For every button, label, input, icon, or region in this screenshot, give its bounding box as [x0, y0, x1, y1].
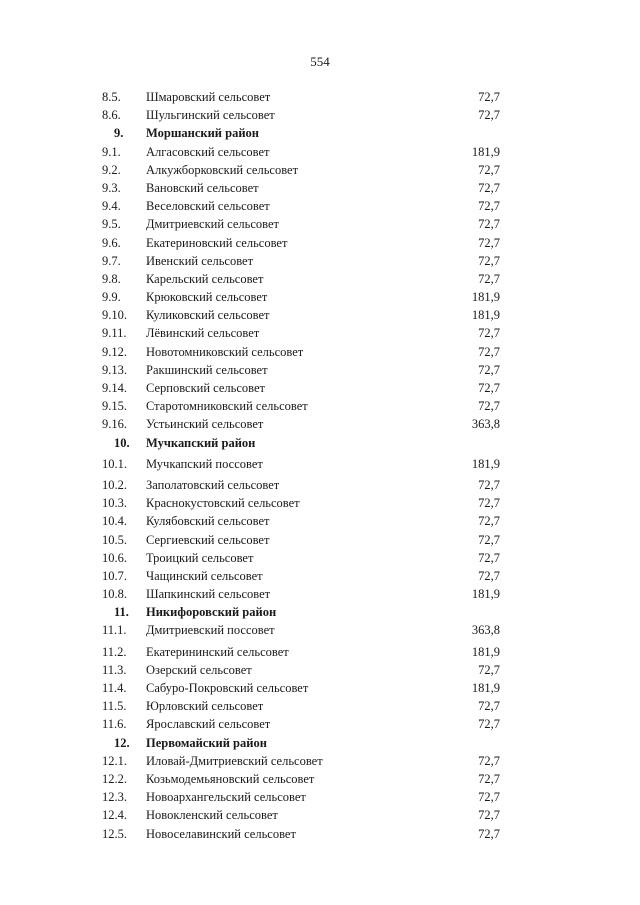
- row-value: 72,7: [478, 108, 500, 123]
- row-value: 72,7: [478, 514, 500, 529]
- table-row: [0, 455, 640, 473]
- row-number: 11.: [114, 605, 129, 620]
- row-value: 72,7: [478, 90, 500, 104]
- row-value: 72,7: [478, 790, 500, 805]
- row-value: 363,8: [471, 623, 500, 638]
- district-name: Мучкапский район: [146, 435, 256, 450]
- council-name: Екатериновский сельсовет: [146, 235, 288, 250]
- table-row: [0, 288, 640, 306]
- table-row: [0, 234, 640, 252]
- district-name: Моршанский район: [146, 126, 259, 141]
- council-name: Шульгинский сельсовет: [146, 108, 275, 123]
- district-name: Первомайский район: [146, 735, 267, 750]
- table-row: [0, 197, 640, 215]
- row-value: 181,9: [471, 290, 500, 305]
- table-row: [0, 494, 640, 512]
- row-value: 72,7: [478, 199, 500, 214]
- table-row: [0, 143, 640, 161]
- district-heading-row: [0, 603, 640, 621]
- row-number: 10.6.: [102, 550, 127, 565]
- council-name: Козьмодемьяновский сельсовет: [146, 771, 315, 786]
- row-value: 181,9: [471, 308, 500, 323]
- row-value: 72,7: [478, 808, 500, 823]
- row-number: 9.: [114, 126, 124, 141]
- row-number: 9.9.: [102, 290, 121, 305]
- council-name: Ракшинский сельсовет: [146, 362, 268, 377]
- row-value: 72,7: [478, 496, 500, 511]
- council-name: Шмаровский сельсовет: [146, 90, 271, 104]
- table-row: [0, 715, 640, 733]
- row-value: 72,7: [478, 532, 500, 547]
- district-heading-row: [0, 734, 640, 752]
- table-row: [0, 825, 640, 843]
- row-number: 12.3.: [102, 790, 127, 805]
- row-value: 72,7: [478, 326, 500, 341]
- council-name: Ярославский сельсовет: [146, 717, 271, 732]
- council-name: Алгасовский сельсовет: [146, 144, 270, 159]
- row-number: 10.7.: [102, 568, 127, 583]
- council-name: Кулябовский сельсовет: [146, 514, 270, 529]
- table-row: [0, 361, 640, 379]
- council-name: Дмитриевский поссовет: [146, 623, 275, 638]
- row-value: 181,9: [471, 456, 500, 471]
- row-value: 72,7: [478, 162, 500, 177]
- council-name: Заполатовский сельсовет: [146, 477, 280, 492]
- table-row: [0, 585, 640, 603]
- council-name: Веселовский сельсовет: [146, 199, 270, 214]
- row-number: 12.1.: [102, 753, 127, 768]
- table-row: [0, 161, 640, 179]
- row-value: 72,7: [478, 235, 500, 250]
- row-value: 72,7: [478, 362, 500, 377]
- row-value: 72,7: [478, 771, 500, 786]
- council-name: Алкужборковский сельсовет: [146, 162, 299, 177]
- council-name: Ивенский сельсовет: [146, 253, 254, 268]
- table-row: [0, 512, 640, 530]
- table-row: [0, 697, 640, 715]
- council-name: Серповский сельсовет: [146, 381, 266, 395]
- table-row: [0, 531, 640, 549]
- row-number: 8.5.: [102, 90, 121, 104]
- council-name: Сабуро-Покровский сельсовет: [146, 681, 309, 695]
- row-number: 9.14.: [102, 381, 127, 395]
- council-name: Чащинский сельсовет: [146, 568, 263, 583]
- row-number: 10.4.: [102, 514, 127, 529]
- row-number: 9.16.: [102, 417, 127, 432]
- row-number: 9.4.: [102, 199, 121, 214]
- table-row: [0, 306, 640, 324]
- council-name: Крюковский сельсовет: [146, 290, 268, 305]
- row-number: 10.1.: [102, 456, 127, 471]
- council-name: Краснокустовский сельсовет: [146, 496, 300, 511]
- row-value: 181,9: [471, 644, 500, 659]
- row-number: 11.6.: [102, 717, 127, 732]
- row-number: 12.: [114, 735, 130, 750]
- row-number: 12.5.: [102, 826, 127, 841]
- row-value: 72,7: [478, 271, 500, 286]
- row-number: 10.2.: [102, 477, 127, 492]
- council-name: Троицкий сельсовет: [146, 550, 254, 565]
- council-name: Сергиевский сельсовет: [146, 532, 270, 547]
- council-name: Старотомниковский сельсовет: [146, 399, 308, 414]
- council-name: Шапкинский сельсовет: [146, 587, 271, 602]
- row-number: 9.3.: [102, 180, 121, 195]
- row-value: 72,7: [478, 550, 500, 565]
- council-name: Лёвинский сельсовет: [146, 326, 260, 341]
- row-number: 9.6.: [102, 235, 121, 250]
- row-value: 72,7: [478, 717, 500, 732]
- row-number: 9.10.: [102, 308, 127, 323]
- table-row: [0, 324, 640, 342]
- council-name: Юрловский сельсовет: [146, 699, 264, 714]
- row-value: 72,7: [478, 381, 500, 395]
- table-row: [0, 679, 640, 697]
- table-row: [0, 270, 640, 288]
- council-name: Новотомниковский сельсовет: [146, 344, 304, 359]
- district-heading-row: [0, 124, 640, 142]
- row-value: 72,7: [478, 753, 500, 768]
- table-row: [0, 788, 640, 806]
- row-number: 9.7.: [102, 253, 121, 268]
- table-row: [0, 252, 640, 270]
- row-value: 363,8: [471, 417, 500, 432]
- row-number: 10.8.: [102, 587, 127, 602]
- row-value: 72,7: [478, 662, 500, 677]
- table-row: [0, 621, 640, 639]
- row-number: 9.8.: [102, 271, 121, 286]
- row-number: 12.4.: [102, 808, 127, 823]
- row-number: 8.6.: [102, 108, 121, 123]
- table-row: [0, 476, 640, 494]
- council-name: Озерский сельсовет: [146, 662, 252, 677]
- council-name: Иловай-Дмитриевский сельсовет: [146, 753, 323, 768]
- row-number: 9.2.: [102, 162, 121, 177]
- row-number: 11.3.: [102, 662, 127, 677]
- row-number: 12.2.: [102, 771, 127, 786]
- row-number: 9.15.: [102, 399, 127, 414]
- council-name: Куликовский сельсовет: [146, 308, 270, 323]
- row-number: 9.11.: [102, 326, 127, 341]
- table-row: [0, 549, 640, 567]
- row-value: 72,7: [478, 568, 500, 583]
- council-name: Новоархангельский сельсовет: [146, 790, 306, 805]
- table-row: [0, 567, 640, 585]
- page-number: 554: [310, 54, 330, 69]
- row-number: 9.5.: [102, 217, 121, 232]
- table-row: [0, 806, 640, 824]
- row-value: 72,7: [478, 699, 500, 714]
- district-name: Никифоровский район: [146, 605, 277, 620]
- row-value: 181,9: [471, 144, 500, 159]
- row-number: 9.1.: [102, 144, 121, 159]
- table-row: [0, 179, 640, 197]
- row-number: 11.4.: [102, 681, 127, 695]
- row-value: 72,7: [478, 344, 500, 359]
- row-number: 11.1.: [102, 623, 127, 638]
- row-value: 72,7: [478, 180, 500, 195]
- row-value: 72,7: [478, 477, 500, 492]
- table-row: [0, 343, 640, 361]
- council-name: Устьинский сельсовет: [146, 417, 264, 432]
- table-row: [0, 106, 640, 124]
- row-value: 72,7: [478, 826, 500, 841]
- row-number: 9.13.: [102, 362, 127, 377]
- row-number: 11.2.: [102, 644, 127, 659]
- council-name: Екатерининский сельсовет: [146, 644, 289, 659]
- table-row: [0, 415, 640, 433]
- table-row: [0, 379, 640, 397]
- council-name: Карельский сельсовет: [146, 271, 264, 286]
- table-row: [0, 661, 640, 679]
- district-heading-row: [0, 434, 640, 452]
- table-row: [0, 770, 640, 788]
- row-value: 72,7: [478, 253, 500, 268]
- table-row: [0, 88, 640, 106]
- row-value: 72,7: [478, 399, 500, 414]
- row-value: 181,9: [471, 587, 500, 602]
- row-number: 10.5.: [102, 532, 127, 547]
- council-name: Новокленский сельсовет: [146, 808, 278, 823]
- table-row: [0, 215, 640, 233]
- council-name: Новоселавинский сельсовет: [146, 826, 296, 841]
- table-row: [0, 752, 640, 770]
- council-name: Мучкапский поссовет: [146, 456, 263, 471]
- row-number: 10.3.: [102, 496, 127, 511]
- table-row: [0, 397, 640, 415]
- row-number: 9.12.: [102, 344, 127, 359]
- row-number: 10.: [114, 435, 130, 450]
- council-name: Вановский сельсовет: [146, 180, 259, 195]
- row-number: 11.5.: [102, 699, 127, 714]
- allocation-table: [0, 88, 640, 843]
- row-value: 181,9: [471, 681, 500, 695]
- council-name: Дмитриевский сельсовет: [146, 217, 280, 232]
- row-value: 72,7: [478, 217, 500, 232]
- table-row: [0, 643, 640, 661]
